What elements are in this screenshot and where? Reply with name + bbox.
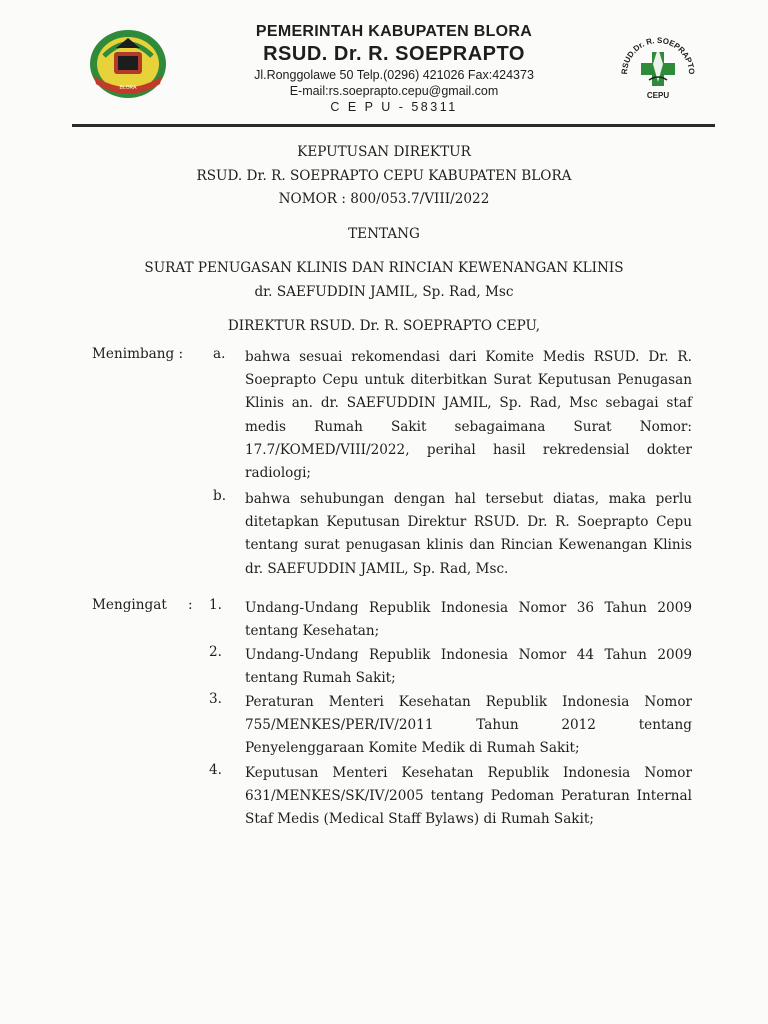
mengingat-label: Mengingat <box>92 597 167 613</box>
government-name: PEMERINTAH KABUPATEN BLORA <box>255 23 533 40</box>
item-marker: 4. <box>209 762 222 778</box>
svg-text:RSUD.Dr. R. SOEPRAPTO: RSUD.Dr. R. SOEPRAPTO <box>619 35 697 75</box>
item-marker: a. <box>213 346 226 362</box>
decree-number: NOMOR : 800/053.7/VIII/2022 <box>278 191 490 207</box>
issuer-line: RSUD. Dr. R. SOEPRAPTO CEPU KABUPATEN BLORA <box>196 167 572 184</box>
svg-text:BLORA: BLORA <box>119 85 137 91</box>
item-text: bahwa sesuai rekomendasi dari Komite Medis RSUD. Dr. R. Soeprapto Cepu untuk diterbitkan Surat Keputusan Penugasan Klinis an. dr. SAEFUDDIN JAMIL, Sp. Rad, Msc sebagai staf medis Rumah Sakit sebagaimana Surat Nomor: 17.7/KOMED/VIII/2022, perihal hasil rekredensial dokter radiologi; <box>245 349 692 482</box>
address-phone-fax: Jl.Ronggolawe 50 Telp.(0296) 421026 Fax:424373 <box>254 68 534 82</box>
decree-heading: KEPUTUSAN DIREKTUR <box>297 144 471 160</box>
director-line: DIREKTUR RSUD. Dr. R. SOEPRAPTO CEPU, <box>227 318 541 334</box>
mengingat-colon: : <box>188 597 193 613</box>
item-text: Keputusan Menteri Kesehatan Republik Indonesia Nomor 631/MENKES/SK/IV/2005 tentang Pedoman Peraturan Internal Staf Medis (Medical Staff Bylaws) di Rumah Sakit; <box>245 765 692 828</box>
letterhead <box>0 0 768 140</box>
letterhead-divider <box>72 124 715 127</box>
hospital-emblem-icon <box>613 30 703 102</box>
item-text: Undang-Undang Republik Indonesia Nomor 44 Tahun 2009 tentang Rumah Sakit; <box>245 647 692 687</box>
item-marker: 1. <box>209 597 222 613</box>
email: E-mail:rs.soeprapto.cepu@gmail.com <box>289 84 499 98</box>
item-marker: 2. <box>209 644 222 660</box>
decree-title-block <box>0 141 768 339</box>
hospital-name: RSUD. Dr. R. SOEPRAPTO <box>263 43 525 65</box>
blora-regency-emblem-icon <box>86 26 170 102</box>
svg-text:CEPU: CEPU <box>646 91 670 100</box>
decree-subject: SURAT PENUGASAN KLINIS DAN RINCIAN KEWENANGAN KLINIS <box>144 260 624 276</box>
item-text: Peraturan Menteri Kesehatan Republik Indonesia Nomor 755/MENKES/PER/IV/2011 Tahun 2012 tentang Penyelenggaraan Komite Medik di Rumah Sakit; <box>245 694 692 757</box>
item-marker: b. <box>213 488 227 504</box>
decree-subject-person: dr. SAEFUDDIN JAMIL, Sp. Rad, Msc <box>254 283 514 300</box>
letterhead-text <box>190 22 598 115</box>
menimbang-label: Menimbang : <box>92 346 184 362</box>
item-text: Undang-Undang Republik Indonesia Nomor 36 Tahun 2009 tentang Kesehatan; <box>245 600 692 640</box>
city-postcode: C E P U - 58311 <box>330 100 458 114</box>
item-marker: 3. <box>209 691 222 707</box>
tentang-heading: TENTANG <box>348 225 420 242</box>
item-text: bahwa sehubungan dengan hal tersebut diatas, maka perlu ditetapkan Keputusan Direktur RSUD. Dr. R. Soeprapto Cepu tentang surat penugasan klinis dan Rincian Kewenangan Klinis dr. SAEFUDDIN JAMIL, Sp. Rad, Msc. <box>245 491 692 577</box>
